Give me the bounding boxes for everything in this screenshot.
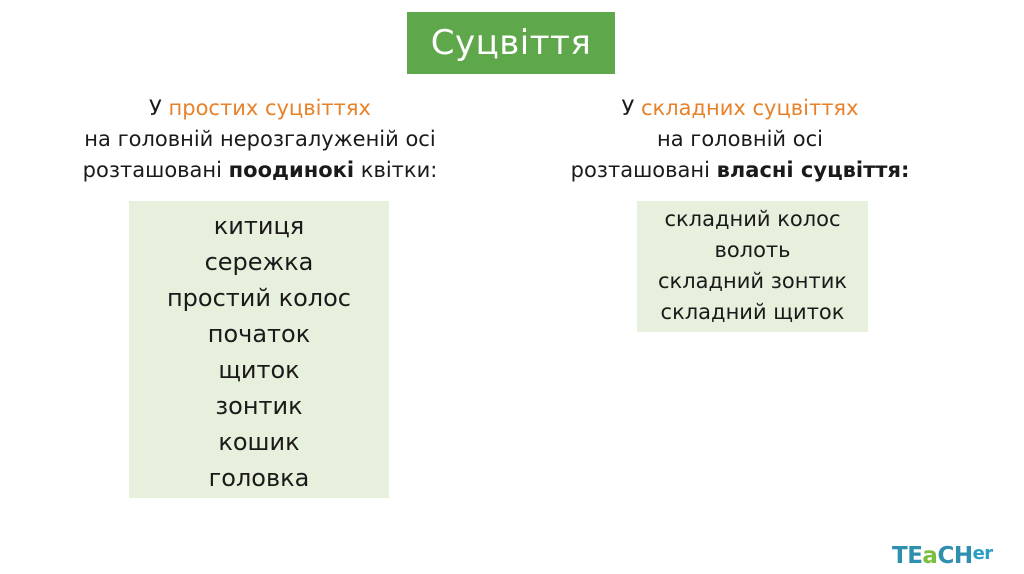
simple-intro-line-3 <box>30 155 490 186</box>
compound-inflorescence-intro <box>520 93 960 186</box>
simple-intro-bold: поодинокі <box>228 158 355 182</box>
list-item: складний зонтик <box>657 269 848 293</box>
list-item: зонтик <box>215 392 303 420</box>
list-item: кошик <box>218 428 300 456</box>
simple-intro-highlight: простих суцвіттях <box>168 96 371 120</box>
simple-intro-line-3-prefix: розташовані <box>82 158 229 182</box>
list-item: щиток <box>218 356 300 384</box>
list-item: складний щиток <box>660 300 845 324</box>
compound-intro-line-1 <box>520 93 960 124</box>
list-item: простий колос <box>166 284 351 312</box>
compound-intro-bold: власні суцвіття: <box>716 158 910 182</box>
list-item: складний колос <box>664 207 841 231</box>
compound-intro-highlight: складних суцвіттях <box>640 96 859 120</box>
logo-part-3: CH <box>937 543 973 569</box>
title-banner <box>407 12 615 74</box>
logo-part-4: er <box>972 543 993 564</box>
compound-intro-line-3-prefix: розташовані <box>570 158 717 182</box>
list-item: волоть <box>714 238 791 262</box>
teacher-logo <box>892 543 993 569</box>
list-item: сережка <box>204 248 314 276</box>
page-title: Суцвіття <box>430 23 592 63</box>
logo-part-1: TE <box>892 543 923 569</box>
simple-intro-prefix: У <box>149 96 169 120</box>
simple-intro-line-3-suffix: квітки: <box>354 158 438 182</box>
simple-inflorescence-intro <box>30 93 490 186</box>
simple-intro-line-1 <box>30 93 490 124</box>
logo-part-2: a <box>922 543 938 569</box>
compound-inflorescence-list <box>637 201 868 332</box>
compound-intro-line-2: на головній осі <box>657 127 823 151</box>
compound-intro-line-3 <box>520 155 960 186</box>
list-item: китиця <box>213 212 305 240</box>
simple-inflorescence-list <box>129 201 389 498</box>
list-item: головка <box>208 464 310 492</box>
compound-intro-prefix: У <box>621 96 641 120</box>
list-item: початок <box>207 320 311 348</box>
simple-intro-line-2: на головній нерозгалуженій осі <box>84 127 436 151</box>
